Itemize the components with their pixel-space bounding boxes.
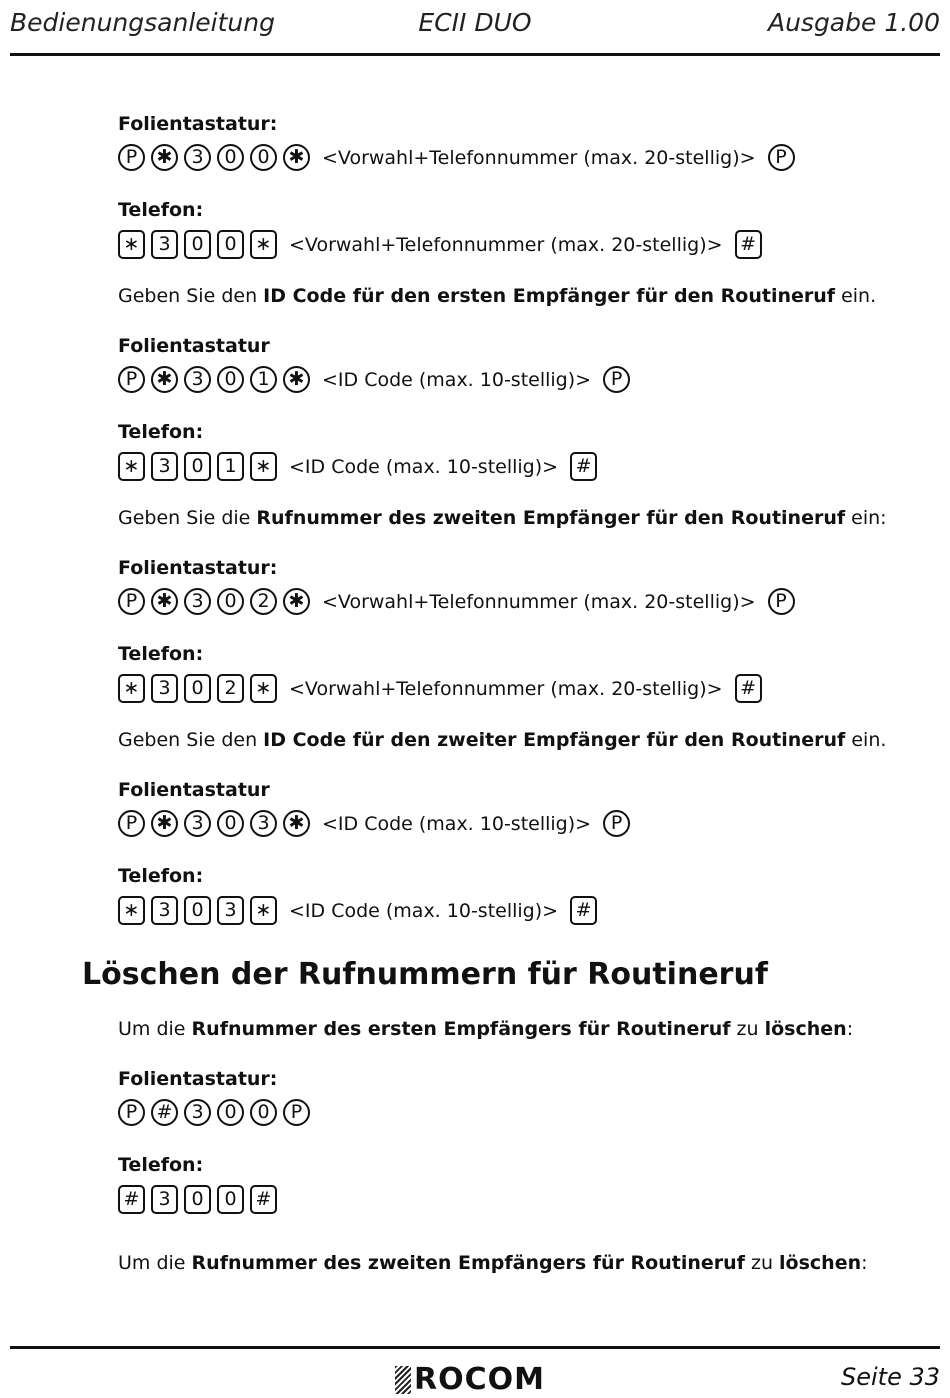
key-sequence — [118, 1185, 283, 1214]
keypad-key: ✱ — [151, 810, 178, 837]
page-header — [10, 6, 940, 46]
input-placeholder-text: <Vorwahl+Telefonnummer (max. 20-stellig)> — [289, 677, 723, 700]
keypad-label: Folientastatur — [118, 335, 270, 357]
keypad-key: ✱ — [151, 144, 178, 171]
input-placeholder-text: <Vorwahl+Telefonnummer (max. 20-stellig)> — [322, 590, 756, 613]
keypad-key: 0 — [184, 1185, 211, 1214]
keypad-key: 0 — [184, 230, 211, 259]
body-text: Geben Sie den — [118, 729, 264, 751]
confirm-key: # — [570, 896, 597, 925]
keypad-key: 0 — [184, 896, 211, 925]
confirm-key: # — [570, 452, 597, 481]
keypad-key: 0 — [184, 674, 211, 703]
keypad-key: 0 — [217, 366, 244, 393]
instruction-paragraph — [118, 507, 887, 529]
body-text: Um die — [118, 1252, 192, 1274]
input-placeholder-text: <ID Code (max. 10-stellig)> — [322, 812, 592, 835]
input-placeholder-text: <ID Code (max. 10-stellig)> — [289, 455, 559, 478]
body-text: Geben Sie den — [118, 285, 264, 307]
keypad-key: 3 — [250, 810, 277, 837]
keypad-key: P — [118, 366, 145, 393]
rocom-logo — [395, 1362, 545, 1397]
keypad-key: 0 — [217, 810, 244, 837]
keypad-key: 3 — [184, 1099, 211, 1126]
keypad-key: 3 — [151, 674, 178, 703]
confirm-key: # — [735, 674, 762, 703]
keypad-key: ✱ — [151, 366, 178, 393]
body-text: : — [846, 1018, 854, 1040]
keypad-key: # — [151, 1099, 178, 1126]
keypad-key: ∗ — [250, 452, 277, 481]
keypad-key: ∗ — [118, 452, 145, 481]
input-placeholder-text: <ID Code (max. 10-stellig)> — [289, 899, 559, 922]
input-placeholder-text: <Vorwahl+Telefonnummer (max. 20-stellig)> — [322, 146, 756, 169]
keypad-label: Folientastatur: — [118, 1068, 278, 1090]
header-manual-title: Bedienungsanleitung — [10, 8, 275, 37]
keypad-key: 0 — [217, 230, 244, 259]
keypad-key: 2 — [217, 674, 244, 703]
keypad-key: ✱ — [283, 810, 310, 837]
keypad-label: Folientastatur: — [118, 113, 278, 135]
keypad-key: 3 — [184, 144, 211, 171]
section-heading: Löschen der Rufnummern für Routineruf — [82, 957, 768, 992]
keypad-key: 3 — [184, 810, 211, 837]
keypad-key: 3 — [151, 230, 178, 259]
confirm-key: # — [735, 230, 762, 259]
logo-mark-icon — [395, 1366, 411, 1394]
body-text: ein. — [845, 729, 887, 751]
key-sequence — [118, 1099, 316, 1126]
emphasis-text: Rufnummer des ersten Empfängers für Routineruf — [191, 1018, 731, 1040]
keypad-key: 0 — [217, 588, 244, 615]
keypad-key: P — [118, 1099, 145, 1126]
keypad-key: P — [118, 588, 145, 615]
instruction-paragraph — [118, 285, 876, 307]
key-sequence — [118, 144, 801, 171]
body-text: ein. — [835, 285, 877, 307]
keypad-key: 3 — [151, 896, 178, 925]
key-sequence — [118, 366, 636, 393]
keypad-key: 3 — [184, 366, 211, 393]
logo-text: ROCOM — [414, 1362, 545, 1397]
body-text: : — [861, 1252, 868, 1274]
header-rule — [10, 53, 940, 56]
page-number: Seite 33 — [840, 1363, 940, 1391]
keypad-label: Folientastatur — [118, 779, 270, 801]
body-text: zu — [744, 1252, 780, 1274]
instruction-paragraph — [118, 1018, 853, 1040]
emphasis-text: löschen — [764, 1018, 847, 1040]
body-text: zu — [730, 1018, 765, 1040]
keypad-key: 3 — [151, 1185, 178, 1214]
keypad-key: 3 — [184, 588, 211, 615]
confirm-key: P — [603, 810, 630, 837]
input-placeholder-text: <ID Code (max. 10-stellig)> — [322, 368, 592, 391]
key-sequence — [118, 452, 603, 481]
body-text: Geben Sie die — [118, 507, 257, 529]
keypad-key: ∗ — [250, 896, 277, 925]
keypad-key: 0 — [250, 1099, 277, 1126]
confirm-key: P — [768, 588, 795, 615]
emphasis-text: Rufnummer des zweiten Empfängers für Routineruf — [191, 1252, 745, 1274]
keypad-key: ∗ — [250, 230, 277, 259]
header-edition: Ausgabe 1.00 — [767, 8, 940, 37]
keypad-label: Telefon: — [118, 1154, 204, 1176]
keypad-key: ∗ — [118, 896, 145, 925]
key-sequence — [118, 810, 636, 837]
keypad-key: P — [283, 1099, 310, 1126]
keypad-label: Telefon: — [118, 643, 204, 665]
keypad-label: Telefon: — [118, 199, 204, 221]
emphasis-text: Rufnummer des zweiten Empfänger für den Routineruf — [256, 507, 846, 529]
emphasis-text: ID Code für den ersten Empfänger für den Routineruf — [263, 285, 836, 307]
instruction-paragraph — [118, 729, 886, 751]
keypad-key: # — [118, 1185, 145, 1214]
input-placeholder-text: <Vorwahl+Telefonnummer (max. 20-stellig)> — [289, 233, 723, 256]
key-sequence — [118, 588, 801, 615]
emphasis-text: ID Code für den zweiter Empfänger für den Routineruf — [263, 729, 846, 751]
keypad-key: 0 — [217, 1099, 244, 1126]
keypad-key: ∗ — [118, 230, 145, 259]
keypad-key: 1 — [250, 366, 277, 393]
keypad-key: ∗ — [118, 674, 145, 703]
keypad-key: 0 — [250, 144, 277, 171]
keypad-key: 0 — [217, 144, 244, 171]
keypad-key: 3 — [151, 452, 178, 481]
keypad-key: ✱ — [283, 366, 310, 393]
keypad-key: 0 — [217, 1185, 244, 1214]
body-text: ein: — [845, 507, 887, 529]
keypad-key: 0 — [184, 452, 211, 481]
key-sequence — [118, 674, 768, 703]
instruction-paragraph — [118, 1252, 868, 1274]
keypad-key: P — [118, 810, 145, 837]
keypad-label: Telefon: — [118, 865, 204, 887]
body-text: Um die — [118, 1018, 192, 1040]
emphasis-text: löschen — [779, 1252, 862, 1274]
key-sequence — [118, 896, 603, 925]
keypad-key: # — [250, 1185, 277, 1214]
header-product-name: ECII DUO — [418, 8, 532, 37]
confirm-key: P — [768, 144, 795, 171]
keypad-key: 2 — [250, 588, 277, 615]
keypad-key: ✱ — [151, 588, 178, 615]
keypad-key: 3 — [217, 896, 244, 925]
keypad-key: ✱ — [283, 144, 310, 171]
keypad-key: 1 — [217, 452, 244, 481]
keypad-key: ∗ — [250, 674, 277, 703]
key-sequence — [118, 230, 768, 259]
confirm-key: P — [603, 366, 630, 393]
keypad-key: P — [118, 144, 145, 171]
keypad-key: ✱ — [283, 588, 310, 615]
keypad-label: Telefon: — [118, 421, 204, 443]
footer-rule — [10, 1346, 940, 1349]
keypad-label: Folientastatur: — [118, 557, 278, 579]
